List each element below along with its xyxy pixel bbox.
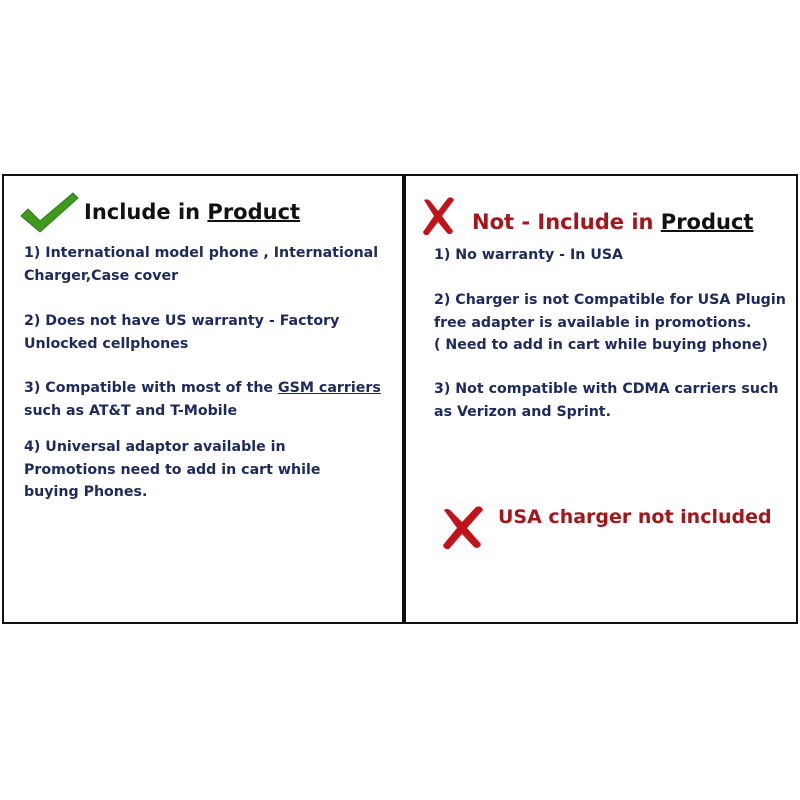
include-heading-product: Product [207, 200, 301, 224]
include-item-2: 2) Does not have US warranty - Factory Unlocked cellphones [24, 313, 340, 352]
include-item-4: 4) Universal adaptor available in Promotions need to add in cart while buying Phones. [24, 439, 321, 500]
exclude-item-1: 1) No warranty - In USA [434, 247, 624, 263]
exclude-item-2: 2) Charger is not Compatible for USA Plugin free adapter is available in promotions. ( Need to add in cart while buying phone) [434, 292, 786, 353]
include-heading [84, 200, 300, 224]
checkmark-icon [18, 190, 80, 234]
include-panel [4, 176, 400, 622]
gsm-carriers-text: GSM carriers [277, 380, 381, 396]
comparison-frame [2, 174, 798, 624]
x-mark-icon [418, 194, 458, 238]
include-heading-prefix: Include in [84, 200, 201, 224]
exclude-heading-product: Product [660, 210, 754, 234]
exclude-item-3: 3) Not compatible with CDMA carriers such as Verizon and Sprint. [434, 381, 779, 420]
include-item-3 [24, 377, 381, 422]
include-item-1: 1) International model phone , International Charger,Case cover [24, 245, 379, 284]
exclude-heading [472, 210, 753, 234]
include-item-3-start: 3) Compatible with most of the [24, 380, 278, 396]
usa-charger-notice: USA charger not included [498, 506, 772, 528]
x-mark-icon [436, 502, 488, 552]
exclude-heading-prefix: Not - Include in [472, 210, 654, 234]
exclude-panel [406, 176, 796, 622]
include-item-3-end: such as AT&T and T-Mobile [24, 402, 238, 419]
